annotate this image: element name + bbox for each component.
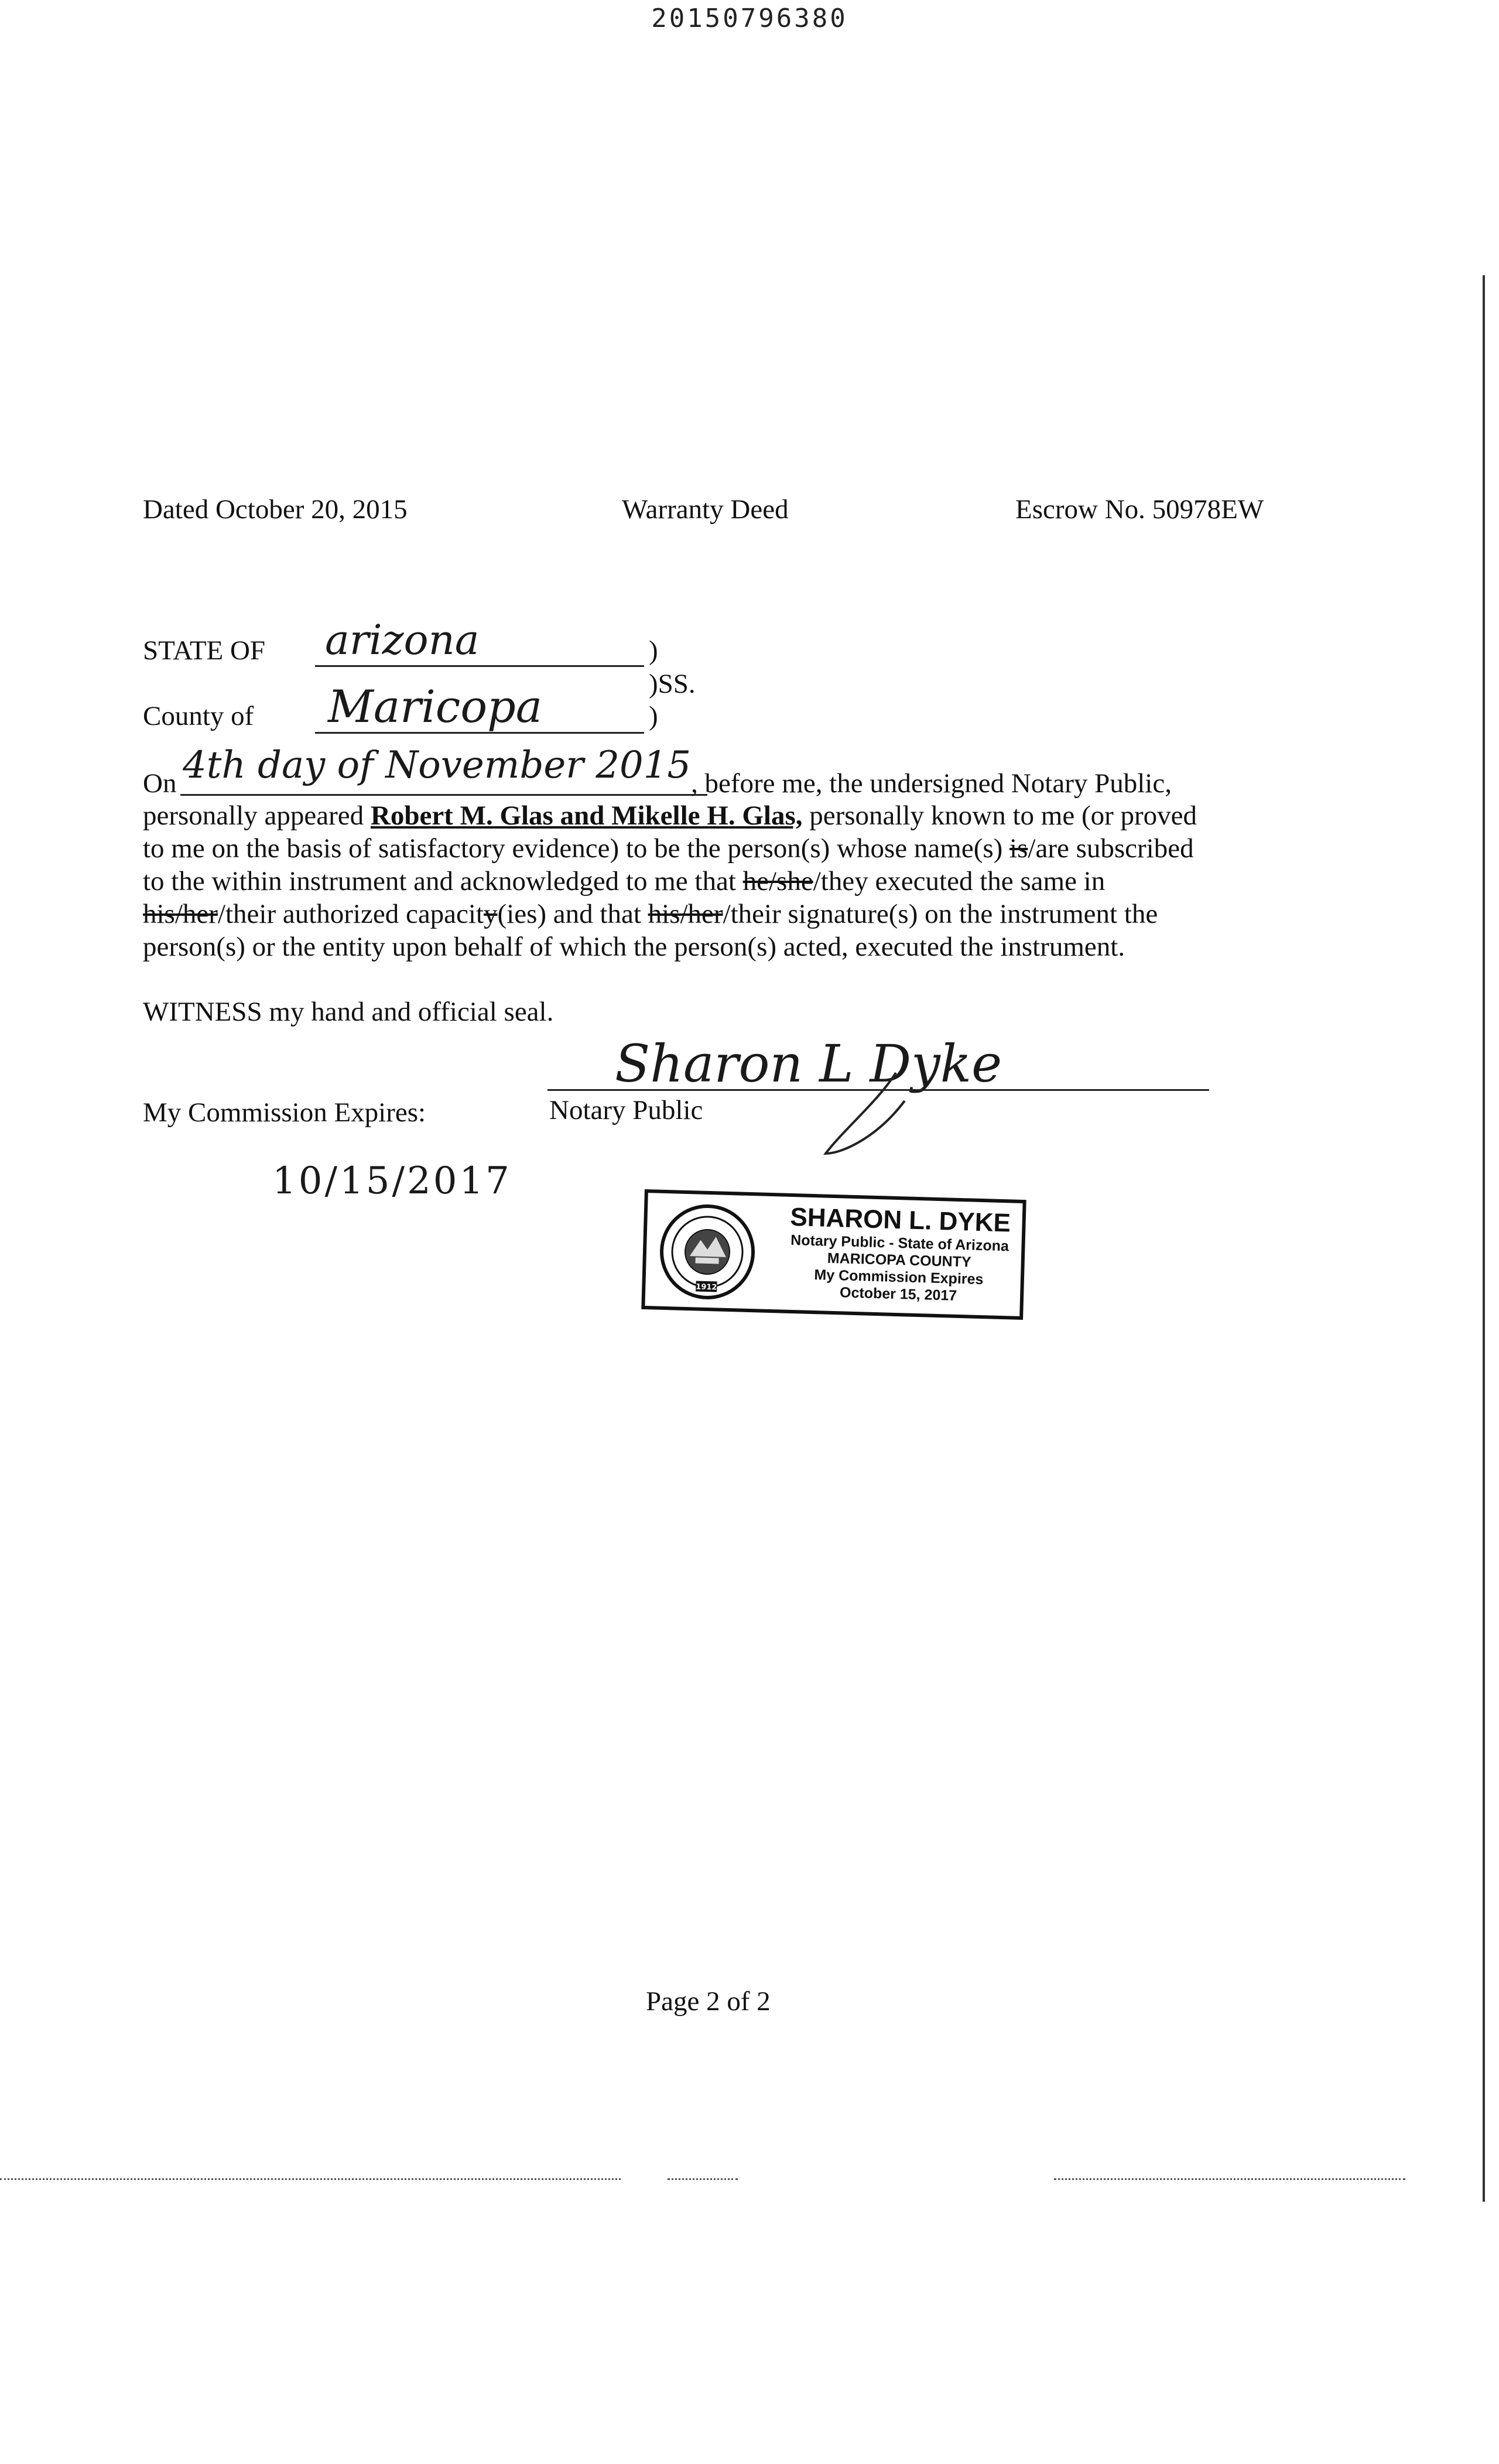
notary-public-label: Notary Public <box>549 1095 703 1125</box>
struck-is: is <box>1009 833 1028 864</box>
scan-bottom-dots-right <box>1054 2178 1405 2180</box>
escrow-number: Escrow No. 50978EW <box>1015 494 1264 525</box>
commission-date-handwritten: 10/15/2017 <box>272 1159 512 1203</box>
page-number: Page 2 of 2 <box>646 1986 771 2017</box>
county-underline <box>315 732 644 734</box>
state-seal-icon <box>656 1202 759 1303</box>
ss-mark: )SS. <box>649 669 696 699</box>
county-handwritten: Maricopa <box>328 680 543 733</box>
recording-number: 20150796380 <box>651 4 848 33</box>
state-handwritten: arizona <box>325 616 480 664</box>
state-underline <box>315 665 644 667</box>
notary-signature: Sharon L Dyke <box>615 1033 1002 1094</box>
notary-stamp <box>641 1189 1026 1320</box>
witness-line: WITNESS my hand and official seal. <box>143 997 554 1027</box>
signature-flourish <box>808 1066 925 1165</box>
commission-label: My Commission Expires: <box>143 1097 426 1128</box>
stamp-expiry: October 15, 2017 <box>839 1284 957 1304</box>
date-underline <box>180 794 707 796</box>
date-handwritten: 4th day of November 2015 <box>183 744 692 787</box>
stamp-title: Notary Public - State of Arizona <box>790 1231 1009 1255</box>
document-type: Warranty Deed <box>622 494 789 525</box>
state-paren: ) <box>649 635 658 666</box>
stamp-text <box>781 1203 1018 1306</box>
scan-bottom-dots-left <box>0 2178 621 2180</box>
scan-edge-line <box>1483 275 1485 2202</box>
ack-line-1: , before me, the undersigned Notary Public, <box>691 768 1172 799</box>
state-label: STATE OF <box>143 635 266 666</box>
appeared-text: personally appeared <box>143 800 364 831</box>
on-label: On <box>143 768 177 799</box>
ack-line-3: to me on the basis of satisfactory evidence) to be the person(s) whose name(s) is/are subscribed <box>143 833 1194 864</box>
struck-he-she: he/she <box>742 866 813 896</box>
county-paren: ) <box>649 701 658 731</box>
dated-line: Dated October 20, 2015 <box>143 494 408 525</box>
seal-year: 1912 <box>696 1282 717 1292</box>
struck-y: y <box>484 899 498 929</box>
ack-line-6: person(s) or the entity upon behalf of which the person(s) acted, executed the instrument. <box>143 932 1125 962</box>
scan-bottom-dots-mid <box>668 2178 738 2180</box>
ack-line-4: to the within instrument and acknowledged to me that he/she/they executed the same in <box>143 866 1106 896</box>
appeared-rest: personally known to me (or proved <box>802 800 1197 831</box>
struck-his-her-1: his/her <box>143 899 218 929</box>
ack-line-2 <box>143 799 1197 833</box>
county-label: County of <box>143 701 254 731</box>
stamp-county: MARICOPA COUNTY <box>827 1250 972 1271</box>
struck-his-her-2: his/her <box>648 899 723 929</box>
stamp-name: SHARON L. DYKE <box>789 1202 1011 1238</box>
ack-line-5: his/her/their authorized capacity(ies) and that his/her/their signature(s) on the instrument the <box>143 899 1158 929</box>
stamp-commission: My Commission Expires <box>814 1267 984 1288</box>
signer-names: Robert M. Glas and Mikelle H. Glas, <box>370 800 803 831</box>
signature-line <box>547 1089 1209 1091</box>
